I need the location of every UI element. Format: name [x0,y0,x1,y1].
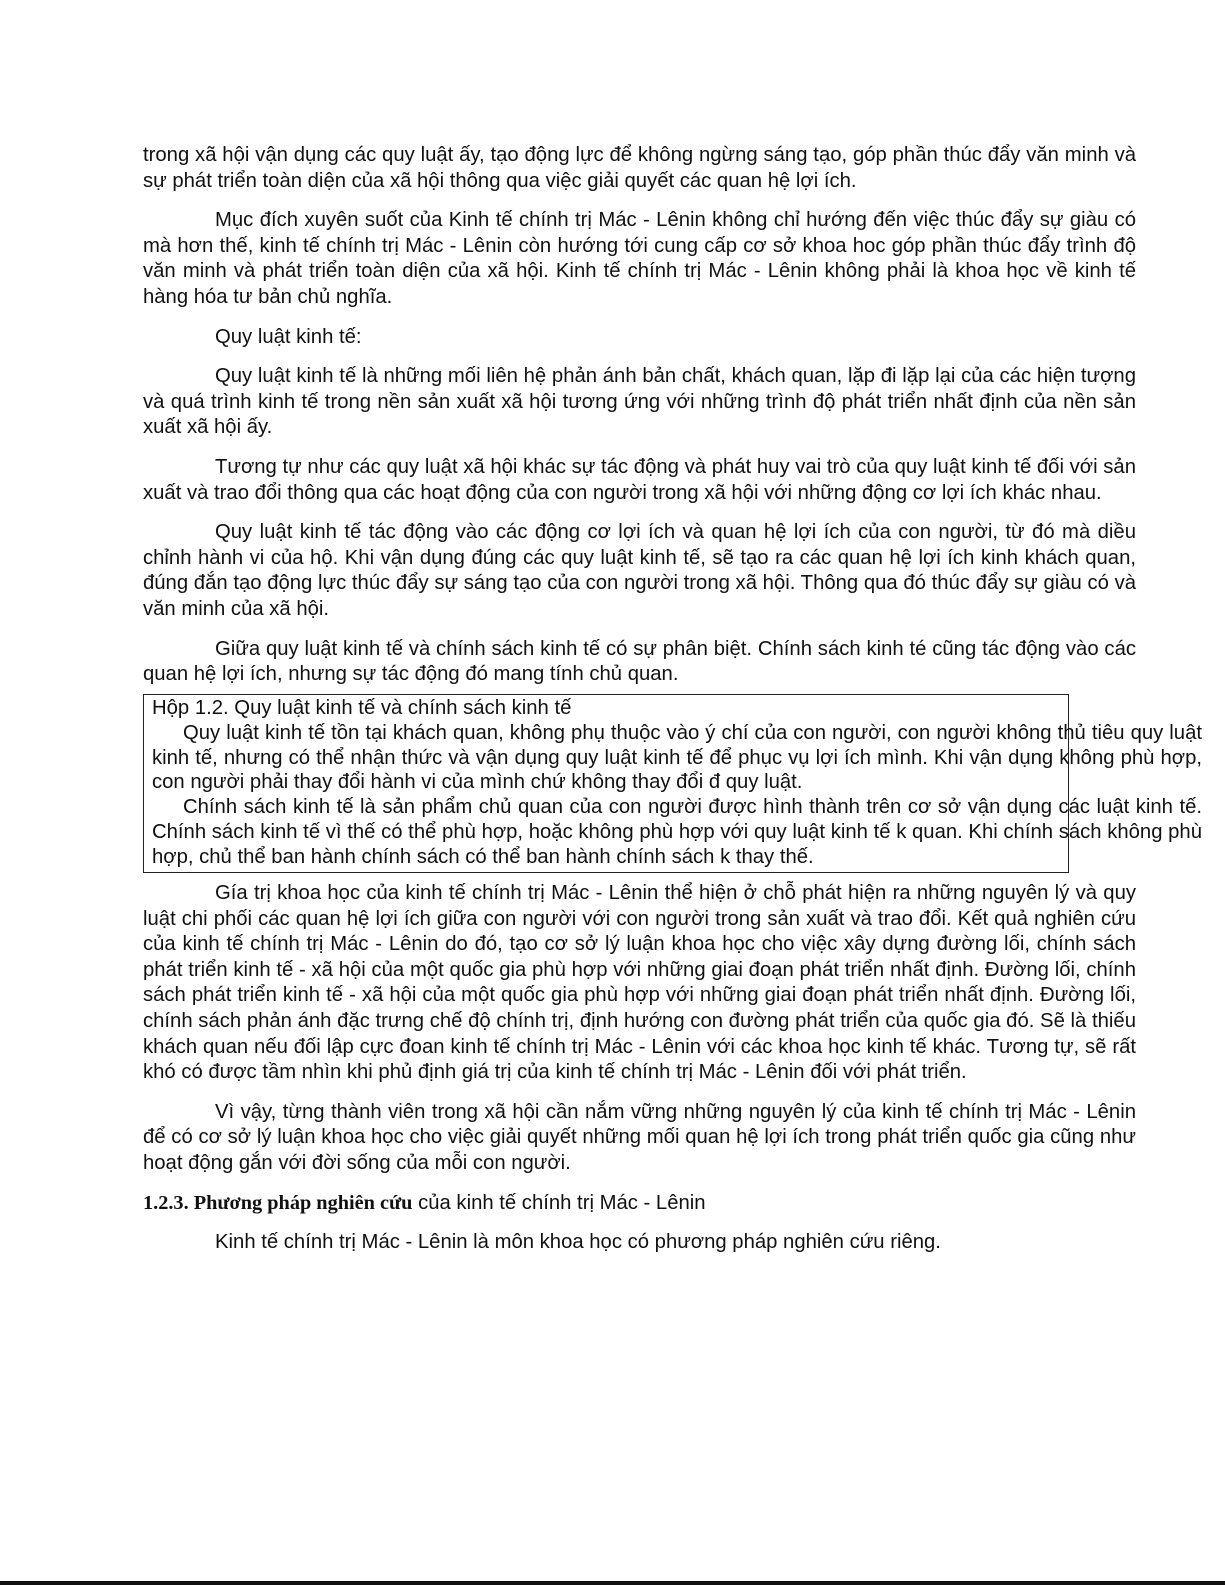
paragraph-scientific-value: Gía trị khoa học của kinh tế chính trị Mác - Lênin thể hiện ở chỗ phát hiện ra những nguyên lý và quy luật chi phối các quan hệ lợi ích giữa con người với con người trong sản xuất và trao đổi. Kết quả nghiên cứu của kinh tế chính trị Mác - Lênin do đó, tạo cơ sở lý luận khoa học cho việc xây dựng đường lối, chính sách phát triển kinh tế - xã hội của một quốc gia phù hợp với những giai đoạn phát triển nhất định. Đường lối, chính sách phát triển kinh tế - xã hội của một quốc gia phù hợp với những giai đoạn phát triển nhất định. Đường lối, chính sách phản ánh đặc trưng chế độ chính trị, định hướng con đường phát triển của quốc gia đó. Sẽ là thiếu khách quan nếu đối lập cực đoan kinh tế chính trị Mác - Lênin với các khoa học kinh tế khác. Tương tự, sẽ rất khó có được tầm nhìn khi phủ định giá trị của kinh tế chính trị Mác - Lênin đối với phát triển. [143,882,1136,1084]
section-heading-rest: của kinh tế chính trị Mác - Lênin [412,1191,706,1214]
paragraph-purpose: Mục đích xuyên suốt của Kinh tế chính trị Mác - Lênin không chỉ hướng đến việc thúc đẩy sự giàu có mà hơn thế, kinh tế chính trị Mác - Lênin còn hướng tới cung cấp cơ sở khoa hoc góp phần thúc đẩy trình độ văn minh và phát triển toàn diện của xã hội. Kinh tế chính trị Mác - Lênin không phải là khoa học về kinh tế hàng hóa tư bản chủ nghĩa. [143,209,1136,308]
paragraph-intro: trong xã hội vận dụng các quy luật ấy, tạo động lực để không ngừng sáng tạo, góp phần thúc đẩy văn minh và sự phát triển toàn diện của xã hội thông qua việc giải quyết các quan hệ lợi ích. [143,144,1136,192]
paragraph-law-effect: Quy luật kinh tế tác động vào các động cơ lợi ích và quan hệ lợi ích của con người, từ đó mà diều chỉnh hành vi của hộ. Khi vận dụng đúng các quy luật kinh tế, sẽ tạo ra các quan hệ lợi ích kinh khách quan, đúng đắn tạo động lực thúc đẩy sự sáng tạo của con người trong xã hội. Thông qua đó thúc đẩy sự giàu có và văn minh của xã hội. [143,521,1136,620]
box-paragraph-law: Quy luật kinh tế tồn tại khách quan, không phụ thuộc vào ý chí của con người, con người không thủ tiêu quy luật kinh tế, nhưng có thể nhận thức và vận dụng quy luật kinh tế để phục vụ lợi ích mình. Khi vận dụng không phù hợp, con người phải thay đổi hành vi của mình chứ không thay đổi đ quy luật. [152,721,1202,794]
paragraph-law-similar: Tương tự như các quy luật xã hội khác sự tác động và phát huy vai trò của quy luật kinh tế đối với sản xuất và trao đổi thông qua các hoạt động của con người trong xã hội với những động cơ lợi ích khác nhau. [143,455,1136,504]
box-paragraph-policy: Chính sách kinh tế là sản phẩm chủ quan của con người được hình thành trên cơ sở vận dụng các luật kinh tế. Chính sách kinh tế vì thế có thể phù hợp, hoặc không phù hợp với quy luật kinh tế k quan. Khi chính sách không phù hợp, chủ thể ban hành chính sách có thể ban hành chính sách k thay thế. [152,796,1202,869]
paragraph-law-definition: Quy luật kinh tế là những mối liên hệ phản ánh bản chất, khách quan, lặp đi lặp lại của các hiện tượng và quá trình kinh tế trong nền sản xuất xã hội tương ứng với những trình độ phát triển nhất định của nền sản xuất xã hội ấy. [143,365,1136,439]
section-heading-number: 1.2.3. Phương pháp nghiên cứu [143,1191,413,1214]
box-title: Hộp 1.2. Quy luật kinh tế và chính sách kinh tế [152,696,572,719]
paragraph-therefore: Vì vậy, từng thành viên trong xã hội cần nắm vững những nguyên lý của kinh tế chính trị Mác - Lênin để có cơ sở lý luận khoa học cho việc giải quyết những mối quan hệ lợi ích trong phát triển quốc gia cũng như hoạt động gắn với đời sống của mỗi con người. [143,1100,1136,1174]
page-bottom-rule [0,1581,1225,1585]
text-box-1-2 [143,694,1202,873]
document-page [143,143,1202,1270]
paragraph-law-vs-policy: Giữa quy luật kinh tế và chính sách kinh tế có sự phân biệt. Chính sách kinh té cũng tác động vào các quan hệ lợi ích, nhưng sự tác động đó mang tính chủ quan. [143,637,1136,686]
paragraph-method: Kinh tế chính trị Mác - Lênin là môn khoa học có phương pháp nghiên cứu riêng. [215,1231,941,1254]
section-heading-1-2-3 [143,1191,1136,1217]
paragraph-label-economic-law: Quy luật kinh tế: [215,325,362,348]
